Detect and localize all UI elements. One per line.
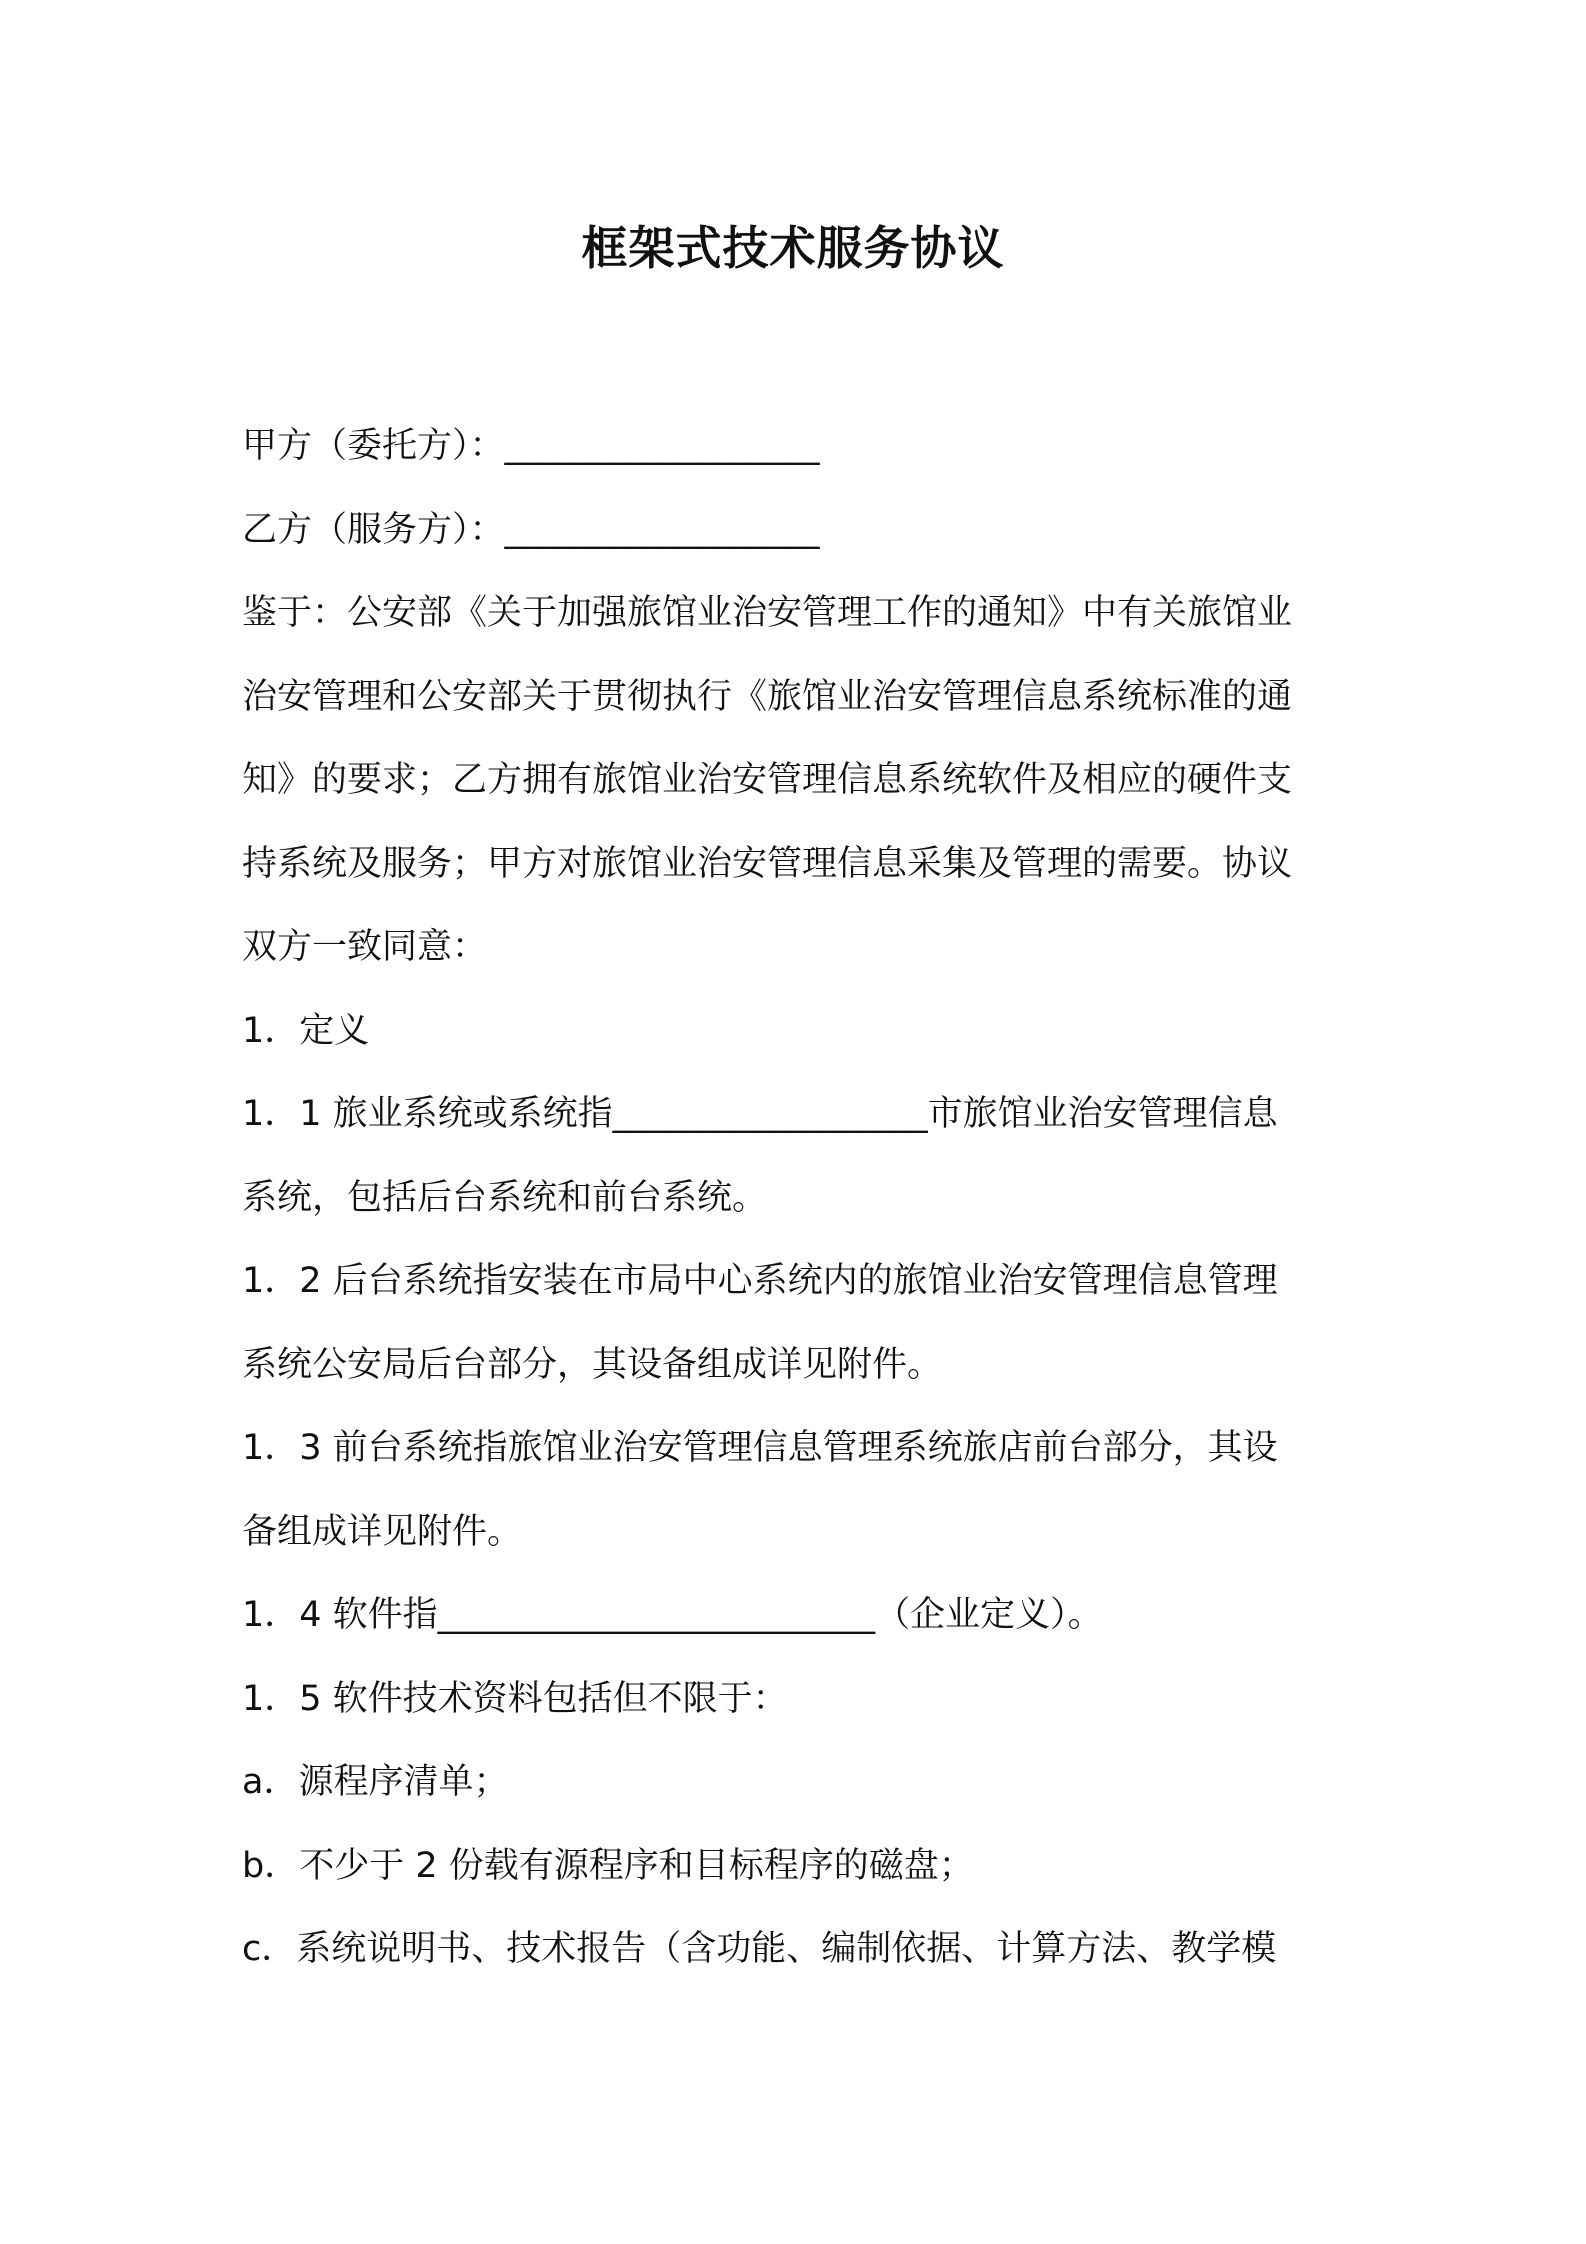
clause-line: 系统公安局后台部分，其设备组成详见附件。 [242,1344,943,1385]
paragraph-line: 持系统及服务；甲方对旅馆业治安管理信息采集及管理的需要。协议 [242,843,1293,884]
list-item: b．不少于 2 份载有源程序和目标程序的磁盘； [242,1845,974,1886]
list-item: c．系统说明书、技术报告（含功能、编制依据、计算方法、教学模 [242,1929,1277,1969]
section-heading: 1．定义 [242,1010,370,1051]
paragraph-line: 治安管理和公安部关于贯彻执行《旅馆业治安管理信息系统标准的通 [242,676,1293,717]
list-item: a．源程序清单； [242,1762,509,1802]
clause-line: 1．5 软件技术资料包括但不限于： [242,1678,788,1719]
clause-line: 1．2 后台系统指安装在市局中心系统内的旅馆业治安管理信息管理 [242,1261,1278,1301]
clause-line: 备组成详见附件。 [242,1511,523,1552]
clause-line: 1．4 软件指_________________________（企业定义）。 [242,1595,1103,1635]
paragraph-line: 鉴于：公安部《关于加强旅馆业治安管理工作的通知》中有关旅馆业 [242,593,1293,633]
document-title: 框架式技术服务协议 [581,221,1005,275]
party-b-line: 乙方（服务方）：__________________ [242,509,820,550]
paragraph-line: 双方一致同意： [242,927,488,967]
paragraph-line: 知》的要求；乙方拥有旅馆业治安管理信息系统软件及相应的硬件支 [242,760,1293,800]
clause-line: 1．1 旅业系统或系统指__________________市旅馆业治安管理信息 [242,1094,1278,1134]
party-a-line: 甲方（委托方）：__________________ [242,426,820,466]
clause-line: 系统，包括后台系统和前台系统。 [242,1177,768,1218]
clause-line: 1．3 前台系统指旅馆业治安管理信息管理系统旅店前台部分，其设 [242,1428,1278,1468]
document-body [242,405,1352,1992]
